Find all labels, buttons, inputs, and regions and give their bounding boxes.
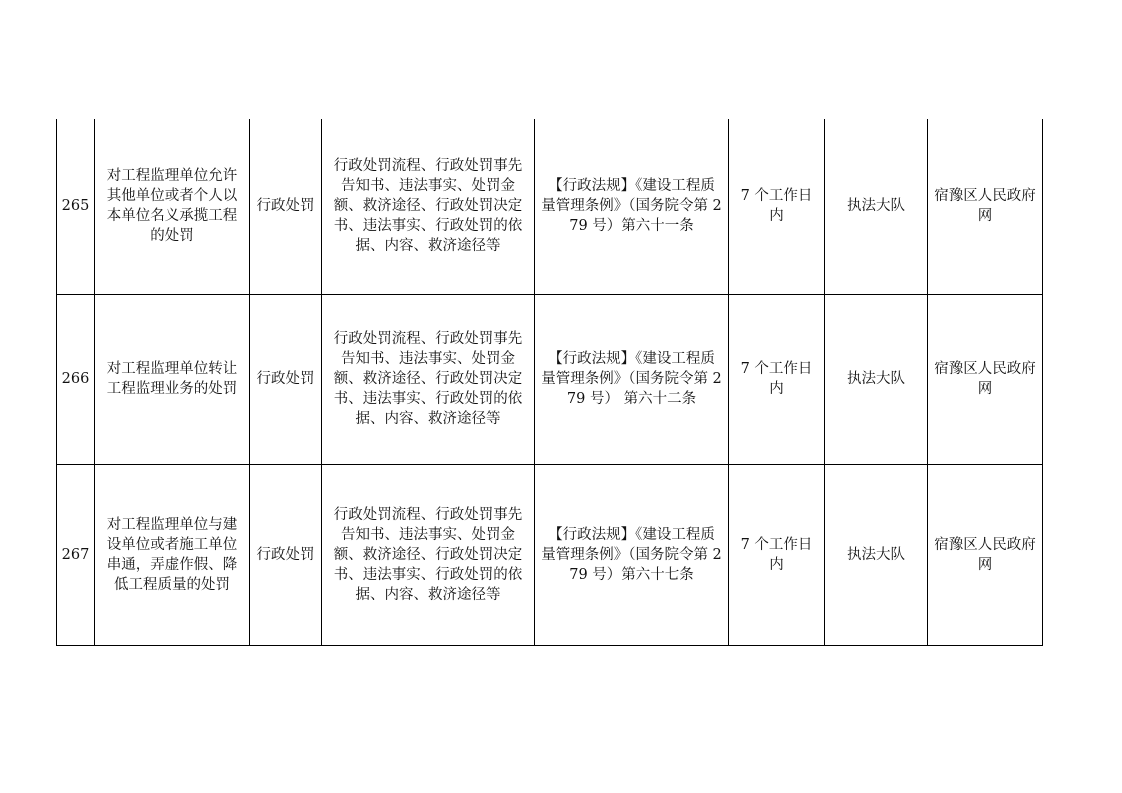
channel-cell: 宿豫区人民政府网	[928, 119, 1043, 294]
table-row	[57, 119, 1043, 294]
department-cell: 执法大队	[825, 119, 928, 294]
department-cell: 执法大队	[825, 294, 928, 464]
item-name-cell: 对工程监理单位允许其他单位或者个人以本单位名义承揽工程的处罚	[95, 119, 250, 294]
legal-basis-cell: 【行政法规】《建设工程质量管理条例》（国务院令第 279 号）第六十七条	[535, 464, 729, 645]
table-row	[57, 294, 1043, 464]
channel-cell: 宿豫区人民政府网	[928, 294, 1043, 464]
row-number-cell: 265	[57, 119, 95, 294]
category-cell: 行政处罚	[250, 294, 322, 464]
time-limit-cell: 7 个工作日内	[729, 464, 825, 645]
legal-basis-cell: 【行政法规】《建设工程质量管理条例》（国务院令第 279 号） 第六十二条	[535, 294, 729, 464]
time-limit-cell: 7 个工作日内	[729, 119, 825, 294]
table-row	[57, 464, 1043, 645]
category-cell: 行政处罚	[250, 119, 322, 294]
row-number-cell: 266	[57, 294, 95, 464]
channel-cell: 宿豫区人民政府网	[928, 464, 1043, 645]
item-name-cell: 对工程监理单位与建设单位或者施工单位串通，弄虚作假、降低工程质量的处罚	[95, 464, 250, 645]
time-limit-cell: 7 个工作日内	[729, 294, 825, 464]
disclosure-content-cell: 行政处罚流程、行政处罚事先告知书、违法事实、处罚金额、救济途径、行政处罚决定书、违法事实、行政处罚的依据、内容、救济途径等	[322, 464, 535, 645]
category-cell: 行政处罚	[250, 464, 322, 645]
legal-basis-cell: 【行政法规】《建设工程质量管理条例》（国务院令第 279 号）第六十一条	[535, 119, 729, 294]
disclosure-content-cell: 行政处罚流程、行政处罚事先告知书、违法事实、处罚金额、救济途径、行政处罚决定书、违法事实、行政处罚的依据、内容、救济途径等	[322, 294, 535, 464]
department-cell: 执法大队	[825, 464, 928, 645]
item-name-cell: 对工程监理单位转让工程监理业务的处罚	[95, 294, 250, 464]
disclosure-content-cell: 行政处罚流程、行政处罚事先告知书、违法事实、处罚金额、救济途径、行政处罚决定书、违法事实、行政处罚的依据、内容、救济途径等	[322, 119, 535, 294]
disclosure-table	[56, 119, 1043, 646]
row-number-cell: 267	[57, 464, 95, 645]
